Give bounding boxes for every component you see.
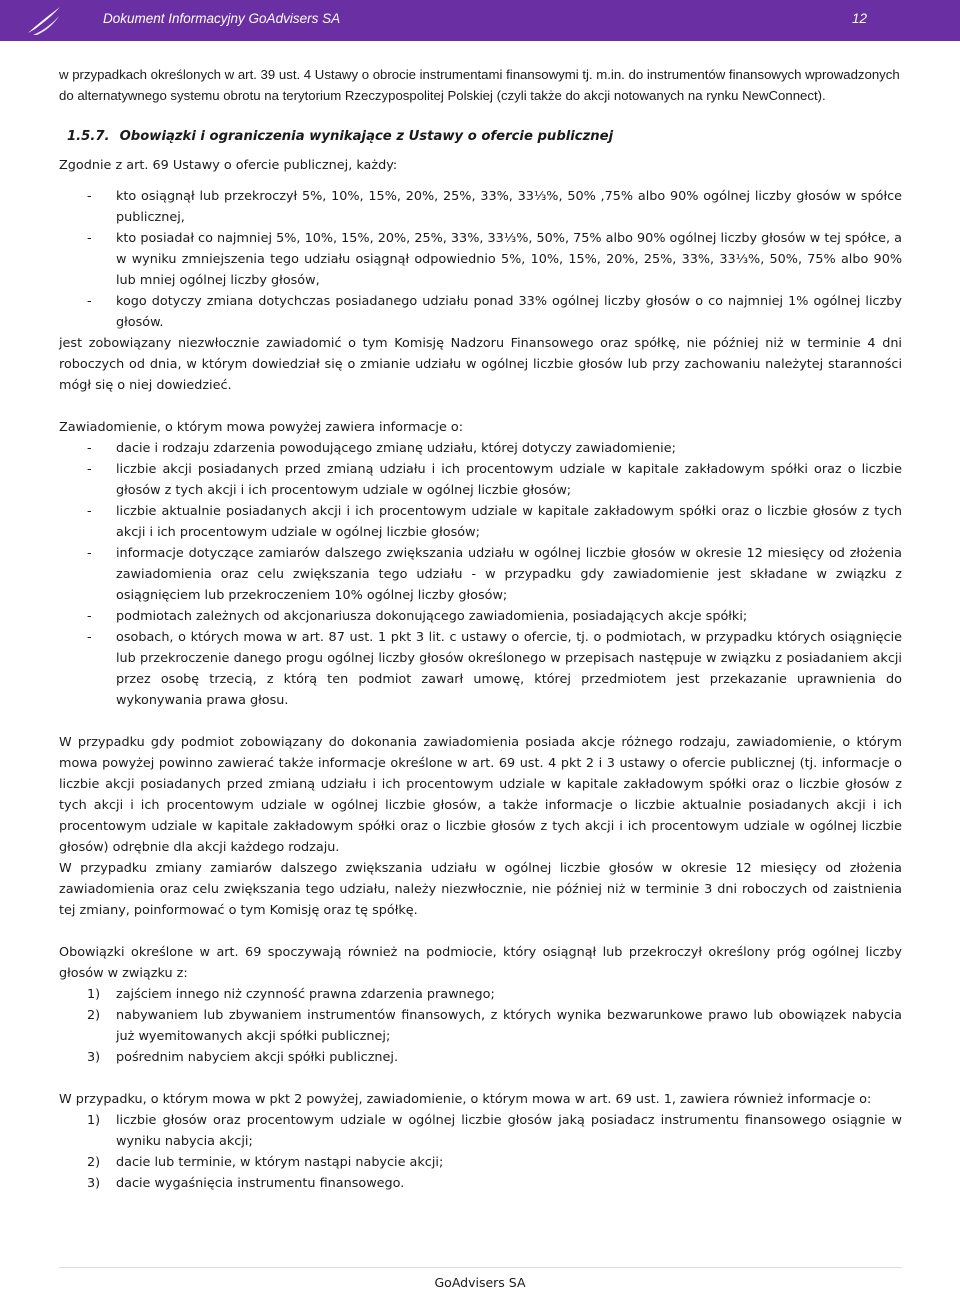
paragraph: W przypadku zmiany zamiarów dalszego zwiększania udziału w ogólnej liczbie głosów w okresie 12 miesięcy od złożenia zawiadomienia oraz celu zwiększania tego udziału, należy niezwłocznie, nie później niż w terminie 3 dni roboczych od zaistnienia tej zmiany, poinformować o tym Komisję oraz tę spółkę.: [59, 861, 902, 918]
page-content: [59, 64, 902, 1194]
list-item: - kto posiadał co najmniej 5%, 10%, 15%, 20%, 25%, 33%, 33⅓%, 50%, 75% albo 90% ogólnej liczby głosów w tej spółce, a w wyniku zmniejszenia tego udziału osiągnął odpowiednio 5%, 10%, 15%, 20%, 25%, 33%, 33⅓%, 50%, 75% albo 90% lub mniej ogólnej liczby głosów,: [59, 228, 902, 291]
list-item: 2) dacie lub terminie, w którym nastąpi nabycie akcji;: [87, 1155, 444, 1170]
list-item: - kto osiągnął lub przekroczył 5%, 10%, 15%, 20%, 25%, 33%, 33⅓%, 50% ,75% albo 90% ogólnej liczby głosów w spółce publicznej,: [59, 186, 902, 228]
section-number: 1.5.7.: [67, 129, 110, 144]
numbered-list: [59, 1110, 902, 1194]
paragraph: jest zobowiązany niezwłocznie zawiadomić o tym Komisję Nadzoru Finansowego oraz spółkę, nie później niż w terminie 4 dni roboczych od dnia, w którym dowiedział się o zmianie udziału w ogólnej liczbie głosów lub przy zachowaniu należytej staranności mógł się o niej dowiedzieć.: [59, 336, 902, 393]
section-heading: [67, 126, 902, 147]
list-item: 2) nabywaniem lub zbywaniem instrumentów finansowych, z których wynika bezwarunkowe prawo lub obowiązek nabycia już wyemitowanych akcji spółki publicznej;: [87, 1008, 902, 1044]
paragraph: W przypadku, o którym mowa w pkt 2 powyżej, zawiadomienie, o którym mowa w art. 69 ust. 1, zawiera również informacje o:: [59, 1092, 872, 1107]
list-item: - informacje dotyczące zamiarów dalszego zwiększania udziału w ogólnej liczbie głosów w okresie 12 miesięcy od złożenia zawiadomienia oraz celu zwiększania tego udziału - w przypadku gdy zawiadomienie jest składane w związku z osiągnięciem lub przekroczeniem 10% ogólnej liczby głosów;: [59, 543, 902, 606]
list-item: 3) pośrednim nabyciem akcji spółki publicznej.: [87, 1050, 399, 1065]
list-item: - osobach, o których mowa w art. 87 ust. 1 pkt 3 lit. c ustawy o ofercie, tj. o podmiotach, w przypadku których osiągnięcie lub przekroczenie danego progu ogólnej liczby głosów określonego w przepisach następuje w związku z posiadaniem akcji przez osobę trzecią, z którą ten podmiot zawarł umowę, której przedmiotem jest przekazanie uprawnienia do wykonywania prawa głosu.: [59, 627, 902, 711]
list-item: - dacie i rodzaju zdarzenia powodującego zmianę udziału, której dotyczy zawiadomienie;: [59, 438, 902, 459]
list-item: 3) dacie wygaśnięcia instrumentu finansowego.: [87, 1176, 405, 1191]
paragraph: Zawiadomienie, o którym mowa powyżej zawiera informacje o:: [59, 420, 464, 435]
header-bar: [0, 0, 960, 41]
list-item: - kogo dotyczy zmiana dotychczas posiadanego udziału ponad 33% ogólnej liczby głosów o co najmniej 1% ogólnej liczby głosów.: [59, 291, 902, 333]
intro-paragraph: w przypadkach określonych w art. 39 ust. 4 Ustawy o obrocie instrumentami finansowymi tj. m.in. do instrumentów finansowych wprowadzonych do alternatywnego systemu obrotu na terytorium Rzeczypospolitej Polskiej (czyli także do akcji notowanych na rynku NewConnect).: [59, 67, 900, 103]
list-item: - podmiotach zależnych od akcjonariusza dokonującego zawiadomienia, posiadających akcje spółki;: [59, 606, 902, 627]
paragraph: Zgodnie z art. 69 Ustawy o ofercie publicznej, każdy:: [59, 158, 398, 173]
list-item: - liczbie aktualnie posiadanych akcji i ich procentowym udziale w kapitale zakładowym spółki oraz o liczbie głosów z tych akcji i ich procentowym udziale w ogólnej liczbie głosów;: [59, 501, 902, 543]
list-item: - liczbie akcji posiadanych przed zmianą udziału i ich procentowym udziale w kapitale zakładowym spółki oraz o liczbie głosów z tych akcji i ich procentowym udziale w ogólnej liczbie głosów;: [59, 459, 902, 501]
list-item: 1) zajściem innego niż czynność prawna zdarzenia prawnego;: [87, 987, 495, 1002]
paragraph: Obowiązki określone w art. 69 spoczywają również na podmiocie, który osiągnął lub przekroczył określony próg ogólnej liczby głosów w związku z:: [59, 945, 902, 981]
document-title: Dokument Informacyjny GoAdvisers SA: [103, 11, 341, 26]
paragraph: W przypadku gdy podmiot zobowiązany do dokonania zawiadomienia posiada akcje różnego rodzaju, zawiadomienie, o którym mowa powyżej powinno zawierać także informacje określone w art. 69 ust. 4 pkt 2 i 3 ustawy o ofercie publicznej (tj. informacje o liczbie akcji posiadanych przed zmianą udziału i ich procentowym udziale w kapitale zakładowym spółki oraz o liczbie głosów z tych akcji i ich procentowym udziale w ogólnej liczbie głosów, a także informacje o liczbie aktualnie posiadanych akcji i ich procentowym udziale w kapitale zakładowym spółki oraz o liczbie głosów z tych akcji i ich procentowym udziale w ogólnej liczbie głosów) odrębnie dla akcji każdego rodzaju.: [59, 735, 902, 855]
page-footer: GoAdvisers SA: [434, 1275, 526, 1290]
dash-list: [59, 186, 902, 333]
goadvisers-swoosh-logo-icon: [24, 2, 64, 38]
numbered-list: [59, 984, 902, 1068]
list-item: 1) liczbie głosów oraz procentowym udziale w ogólnej liczbie głosów jaką posiadacz instrumentu finansowego osiągnie w wyniku nabycia akcji;: [87, 1113, 902, 1149]
footer-divider: [59, 1267, 902, 1268]
dash-list: [59, 438, 902, 711]
section-title: Obowiązki i ograniczenia wynikające z Ustawy o ofercie publicznej: [119, 129, 614, 144]
page-number: 12: [852, 11, 868, 26]
